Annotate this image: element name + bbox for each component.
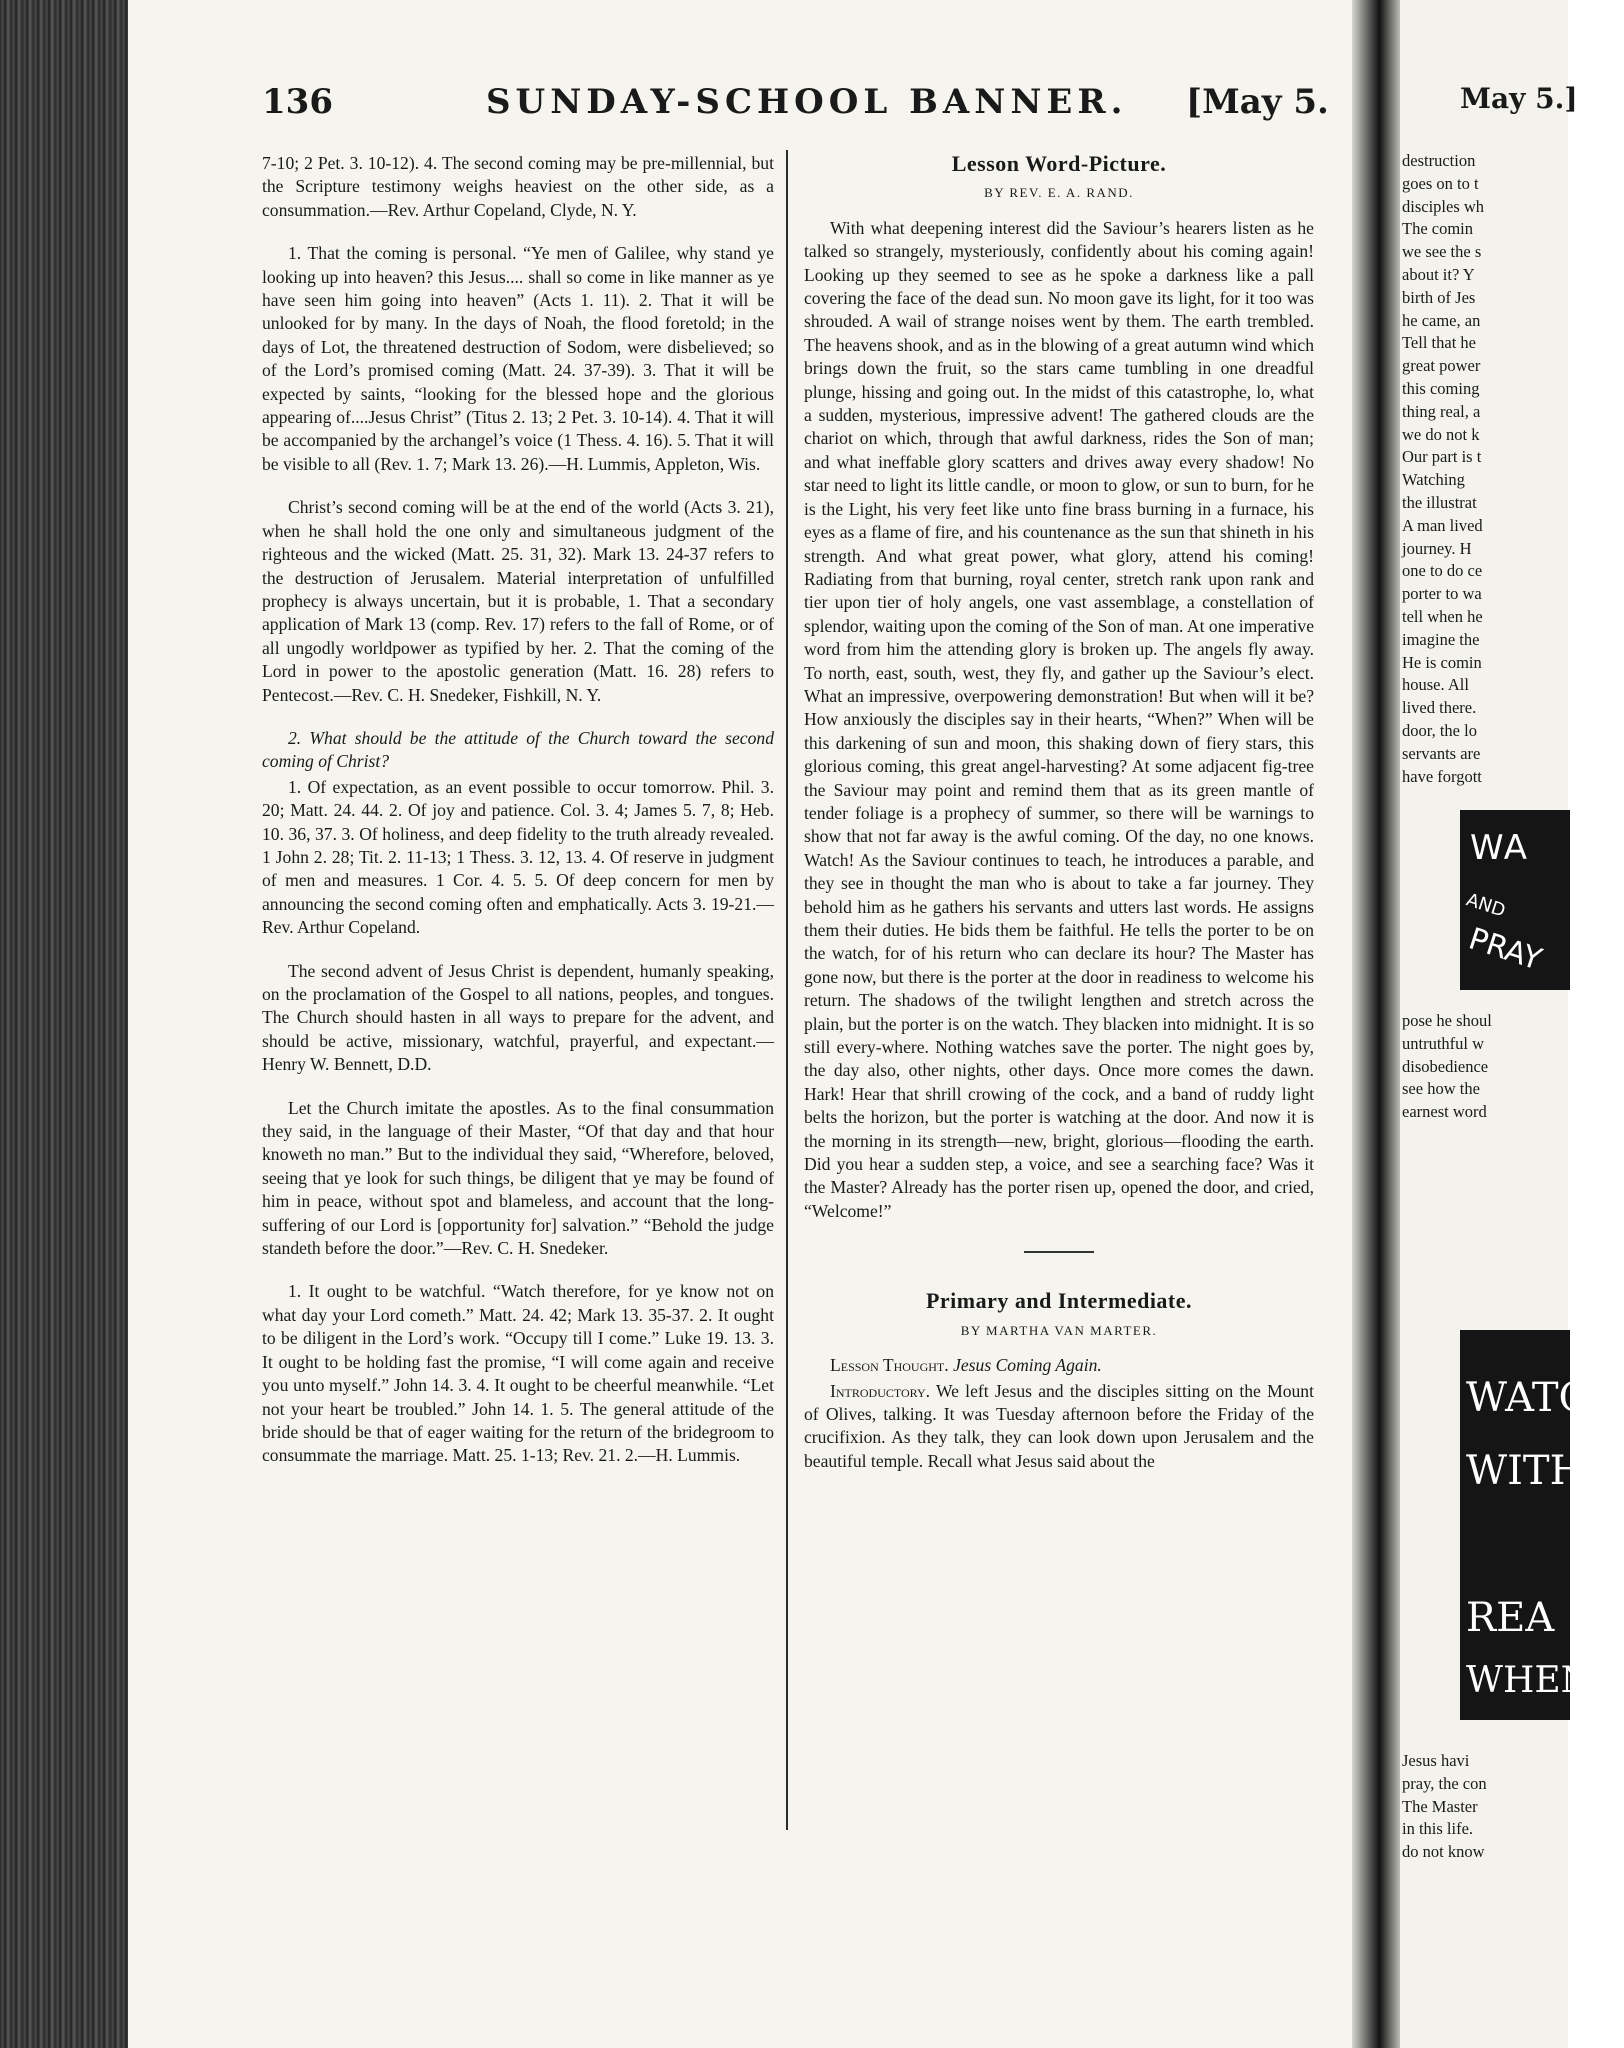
right-text-line: disobedience [1402,1056,1489,1076]
right-text-line: earnest word [1402,1102,1487,1122]
right-text-line: Tell that he [1402,333,1476,353]
lesson-thought [804,1354,1314,1377]
lesson-thought-text: Jesus Coming Again. [953,1355,1102,1376]
card-line: WITHO [1466,1448,1618,1494]
right-text-line: A man lived [1402,515,1483,535]
right-text-line: The comin [1402,219,1474,239]
right-text-line: untruthful w [1402,1033,1485,1053]
right-text-line: the illustrat [1402,492,1477,512]
right-text-line: The Master [1402,1796,1478,1816]
word-picture-heading: Lesson Word-Picture. [951,151,1167,176]
right-text-line: this coming [1402,378,1480,398]
right-text-line: about it? Y [1402,264,1475,284]
watch-without-card [1460,1330,1624,1720]
watch-and-pray-card [1460,810,1570,990]
right-text-line: great power [1402,356,1481,376]
right-text-line: goes on to t [1402,173,1479,193]
right-text-line: house. All [1402,675,1469,695]
page-number: 136 [262,82,333,122]
primary-byline: BY MARTHA VAN MARTER. [960,1322,1158,1338]
right-text-line: do not know [1402,1842,1485,1862]
right-text-line: birth of Jes [1402,287,1476,307]
right-text-line: in this life. [1402,1819,1474,1839]
word-picture-byline: BY REV. E. A. RAND. [984,185,1134,201]
right-text-line: He is comin [1402,652,1482,672]
right-text-line: porter to wa [1402,584,1482,604]
card-line: WA [1470,828,1530,868]
right-text-line: pray, the con [1402,1773,1487,1793]
paragraph: The second advent of Jesus Christ is dependent, humanly speaking, on the proclamation of the Gospel to all nations, peoples, and tongues. The Church should hasten in all ways to prepare for the advent, and should be active, missionary, watchful, prayerful, and expectant.—Henry W. Bennett, D.D. [262,960,774,1075]
left-column [262,152,774,1488]
card-line: WATCH [1466,1375,1624,1421]
right-text-top [1402,150,1484,788]
card-line: WHEN [1466,1660,1593,1701]
right-text-line: we do not k [1402,424,1480,444]
right-column [804,152,1314,1493]
right-text-line: lived there. [1402,698,1477,718]
card-line: REA [1466,1595,1555,1641]
right-text-line: pose he shoul [1402,1011,1492,1030]
book-gutter [1352,0,1402,2048]
right-text-line: servants are [1402,743,1481,763]
right-text-line: we see the s [1402,242,1482,262]
introductory-label: Introductory. [830,1380,931,1401]
paragraph: 7-10; 2 Pet. 3. 10-12). 4. The second coming may be pre-millennial, but the Scripture testimony weighs heaviest on the other side, as a consummation.—Rev. Arthur Copeland, Clyde, N. Y. [262,153,774,220]
running-title: SUNDAY-SCHOOL BANNER. [486,82,1128,122]
card-line: PRAY [1464,921,1546,978]
lesson-thought-label: Lesson Thought. [830,1355,949,1376]
primary-heading: Primary and Intermediate. [925,1288,1193,1314]
introductory-text: We left Jesus and the disciples sitting on the Mount of Olives, talking. It was Tuesday afternoon before the Friday of the crucifixion. As they talk, they can look down upon Jerusalem and the beautiful temple. Recall what Jesus said about the [804,1380,1314,1471]
right-text-line: disciples wh [1402,196,1485,216]
right-page [1400,0,1624,2048]
right-text-line: tell when he [1402,606,1483,626]
column-rule [786,150,788,1830]
right-text-line: door, the lo [1402,720,1477,740]
right-text-line: he came, an [1402,310,1481,330]
right-text-line: Watching [1402,470,1465,490]
word-picture-text: With what deepening interest did the Saviour’s hearers listen as he talked so strangely, mysteriously, confidently about his coming again! Looking up they seemed to see as he spoke a darkness like a pall covering the face of the dead sun. No moon gave its light, for it too was shrouded. A wail of strange noises went by them. The earth trembled. The heavens shook, and as in the blowing of a great autumn wind which brings down the fruit, so the stars came tumbling in one dreadful plunge, hissing and going out. In the midst of this catastrophe, lo, what a sudden, mysterious, impressive advent! The gathered clouds are the chariot on which, through that awful darkness, rides the Son of man; and what ineffable glory scatters and drives away every shadow! No star need to light its little candle, or moon to glow, or sun to burn, for he is the Light, his very feet like unto fine brass burning in a furnace, his eyes as a flame of fire, and his countenance as the sun that shineth in his strength. And what great power, what glory, attend his coming! Radiating from that burning, royal center, stretch rank upon rank and tier upon tier of holy angels, one vast assemblage, a constellation of splendor, waiting upon the coming of the Son of man. At one imperative word from him the attending glory is broken up. The angels fly away. To north, east, south, west, they fly, and gather up the Saviour’s elect. What an impressive, overpowering demonstration! But when will it be? How anxiously the disciples say in their hearts, “When?” When will be this darkening of sun and moon, this shaking down of fiery stars, this glorious coming, this great angel-harvesting? At some adjacent fig-tree the Saviour may point and remind them that as its green mantle of tender foliage is a prophecy of summer, so there will be warnings to show that not far away is the awful coming. Of the day, no one knows. Watch! As the Saviour continues to teach, he introduces a parable, and they see in thought the man who is about to take a far journey. They behold him as he gathers his servants and utters last words. He assigns them their duties. He bids them be faithful. He tells the porter to be on the watch, for of his return who can declare its hour? The Master has gone now, but there is the porter at the door in readiness to welcome his return. The shadows of the twilight lengthen and stretch across the plain, but the porter is on the watch. They blacken into midnight. It is so still every-where. Nothing watches save the porter. The night goes by, the day also, other nights, other days. Once more comes the dawn. Hark! Hear that shrill crowing of the cock, and a band of ruddy light belts the horizon, but the porter is watching at the door. And now it is the morning in its strength—new, bright, glorious—flooding the earth. Did you hear a sudden step, a voice, and see a searching face? Was it the Master? Already has the porter risen up, opened the door, and cried, “Welcome!” [804,217,1314,1221]
card-line: AND [1463,889,1508,922]
right-text-line: destruction [1402,151,1476,170]
right-text-line: see how the [1402,1079,1480,1099]
paragraph: Christ’s second coming will be at the end of the world (Acts 3. 21), when he shall hold the one only and simultaneous judgment of the righteous and the wicked (Matt. 25. 31, 32). Mark 13. 24-37 refers to the destruction of Jerusalem. Material interpretation of unfulfilled prophecy is always uncertain, but it is probable, 1. That a secondary application of Mark 13 (comp. Rev. 17) refers to the fall of Rome, or of all ungodly worldpower as typified by her. 2. That the coming of the Lord in power to the apostolic generation (Matt. 16. 28) refers to Pentecost.—Rev. C. H. Snedeker, Fishkill, N. Y. [262,497,774,705]
paragraph: 1. Of expectation, as an event possible to occur tomorrow. Phil. 3. 20; Matt. 24. 44. 2. Of joy and patience. Col. 3. 4; James 5. 7, 8; Heb. 10. 36, 37. 3. Of holiness, and deep fidelity to the truth already revealed. 1 John 2. 28; Tit. 2. 11-13; 1 Thess. 3. 12, 13. 4. Of reserve in judgment of men and measures. 1 Cor. 4. 5. 5. Of deep concern for men by announcing the second coming often and emphatically. Acts 3. 19-21.—Rev. Arthur Copeland. [262,776,774,938]
right-page-date: May 5.] [1460,82,1578,115]
question-heading: 2. What should be the attitude of the Church toward the second coming of Christ? [262,727,774,772]
right-text-line: imagine the [1402,629,1480,649]
section-divider [1024,1251,1094,1253]
right-text-mid [1402,1010,1492,1124]
right-text-line: have forgott [1402,766,1482,786]
right-text-bottom [1402,1750,1487,1864]
right-text-line: Jesus havi [1402,1751,1470,1770]
paragraph: 1. That the coming is personal. “Ye men of Galilee, why stand ye looking up into heaven? this Jesus.... shall so come in like manner as ye have seen him going into heaven” (Acts 1. 11). 2. That it will be unlooked for by many. In the days of Noah, the flood foretold; in the days of Lot, the threatened destruction of Sodom, were disbelieved; so of the Lord’s promised coming (Matt. 24. 37-39). 3. That it will be expected by saints, “looking for the blessed hope and the glorious appearing of....Jesus Christ” (Titus 2. 13; 2 Pet. 3. 10-14). 4. That it will be accompanied by the archangel’s voice (1 Thess. 4. 16). 5. That it will be visible to all (Rev. 1. 7; Mark 13. 26).—H. Lummis, Appleton, Wis. [262,243,774,474]
right-text-line: Our part is t [1402,447,1482,467]
paragraph: Let the Church imitate the apostles. As to the final consummation they said, in the language of their Master, “Of that day and that hour knoweth no man.” But to the individual they said, “Wherefore, beloved, seeing that ye look for such things, be diligent that ye may be found of him in peace, without spot and blameless, and account that the long-suffering of our Lord is [opportunity for] salvation.” “Behold the judge standeth before the door.”—Rev. C. H. Snedeker. [262,1097,774,1259]
introductory [804,1380,1314,1474]
right-text-line: journey. H [1402,538,1472,558]
book-spine [0,0,128,2048]
right-text-line: thing real, a [1402,401,1481,421]
paragraph: 1. It ought to be watchful. “Watch therefore, for ye know not on what day your Lord cometh.” Matt. 24. 42; Mark 13. 35-37. 2. It ought to be diligent in the Lord’s work. “Occupy till I come.” Luke 19. 13. 3. It ought to be holding fast the promise, “I will come again and receive you unto myself.” John 14. 3. 4. It ought to be cheerful meanwhile. “Let not your heart be troubled.” John 14. 1. 5. The general attitude of the bride should be that of eager waiting for the return of the bridegroom to consummate the marriage. Matt. 25. 1-13; Rev. 21. 2.—H. Lummis. [262,1281,774,1466]
issue-date: [May 5. [1186,82,1329,122]
right-text-line: one to do ce [1402,561,1483,581]
